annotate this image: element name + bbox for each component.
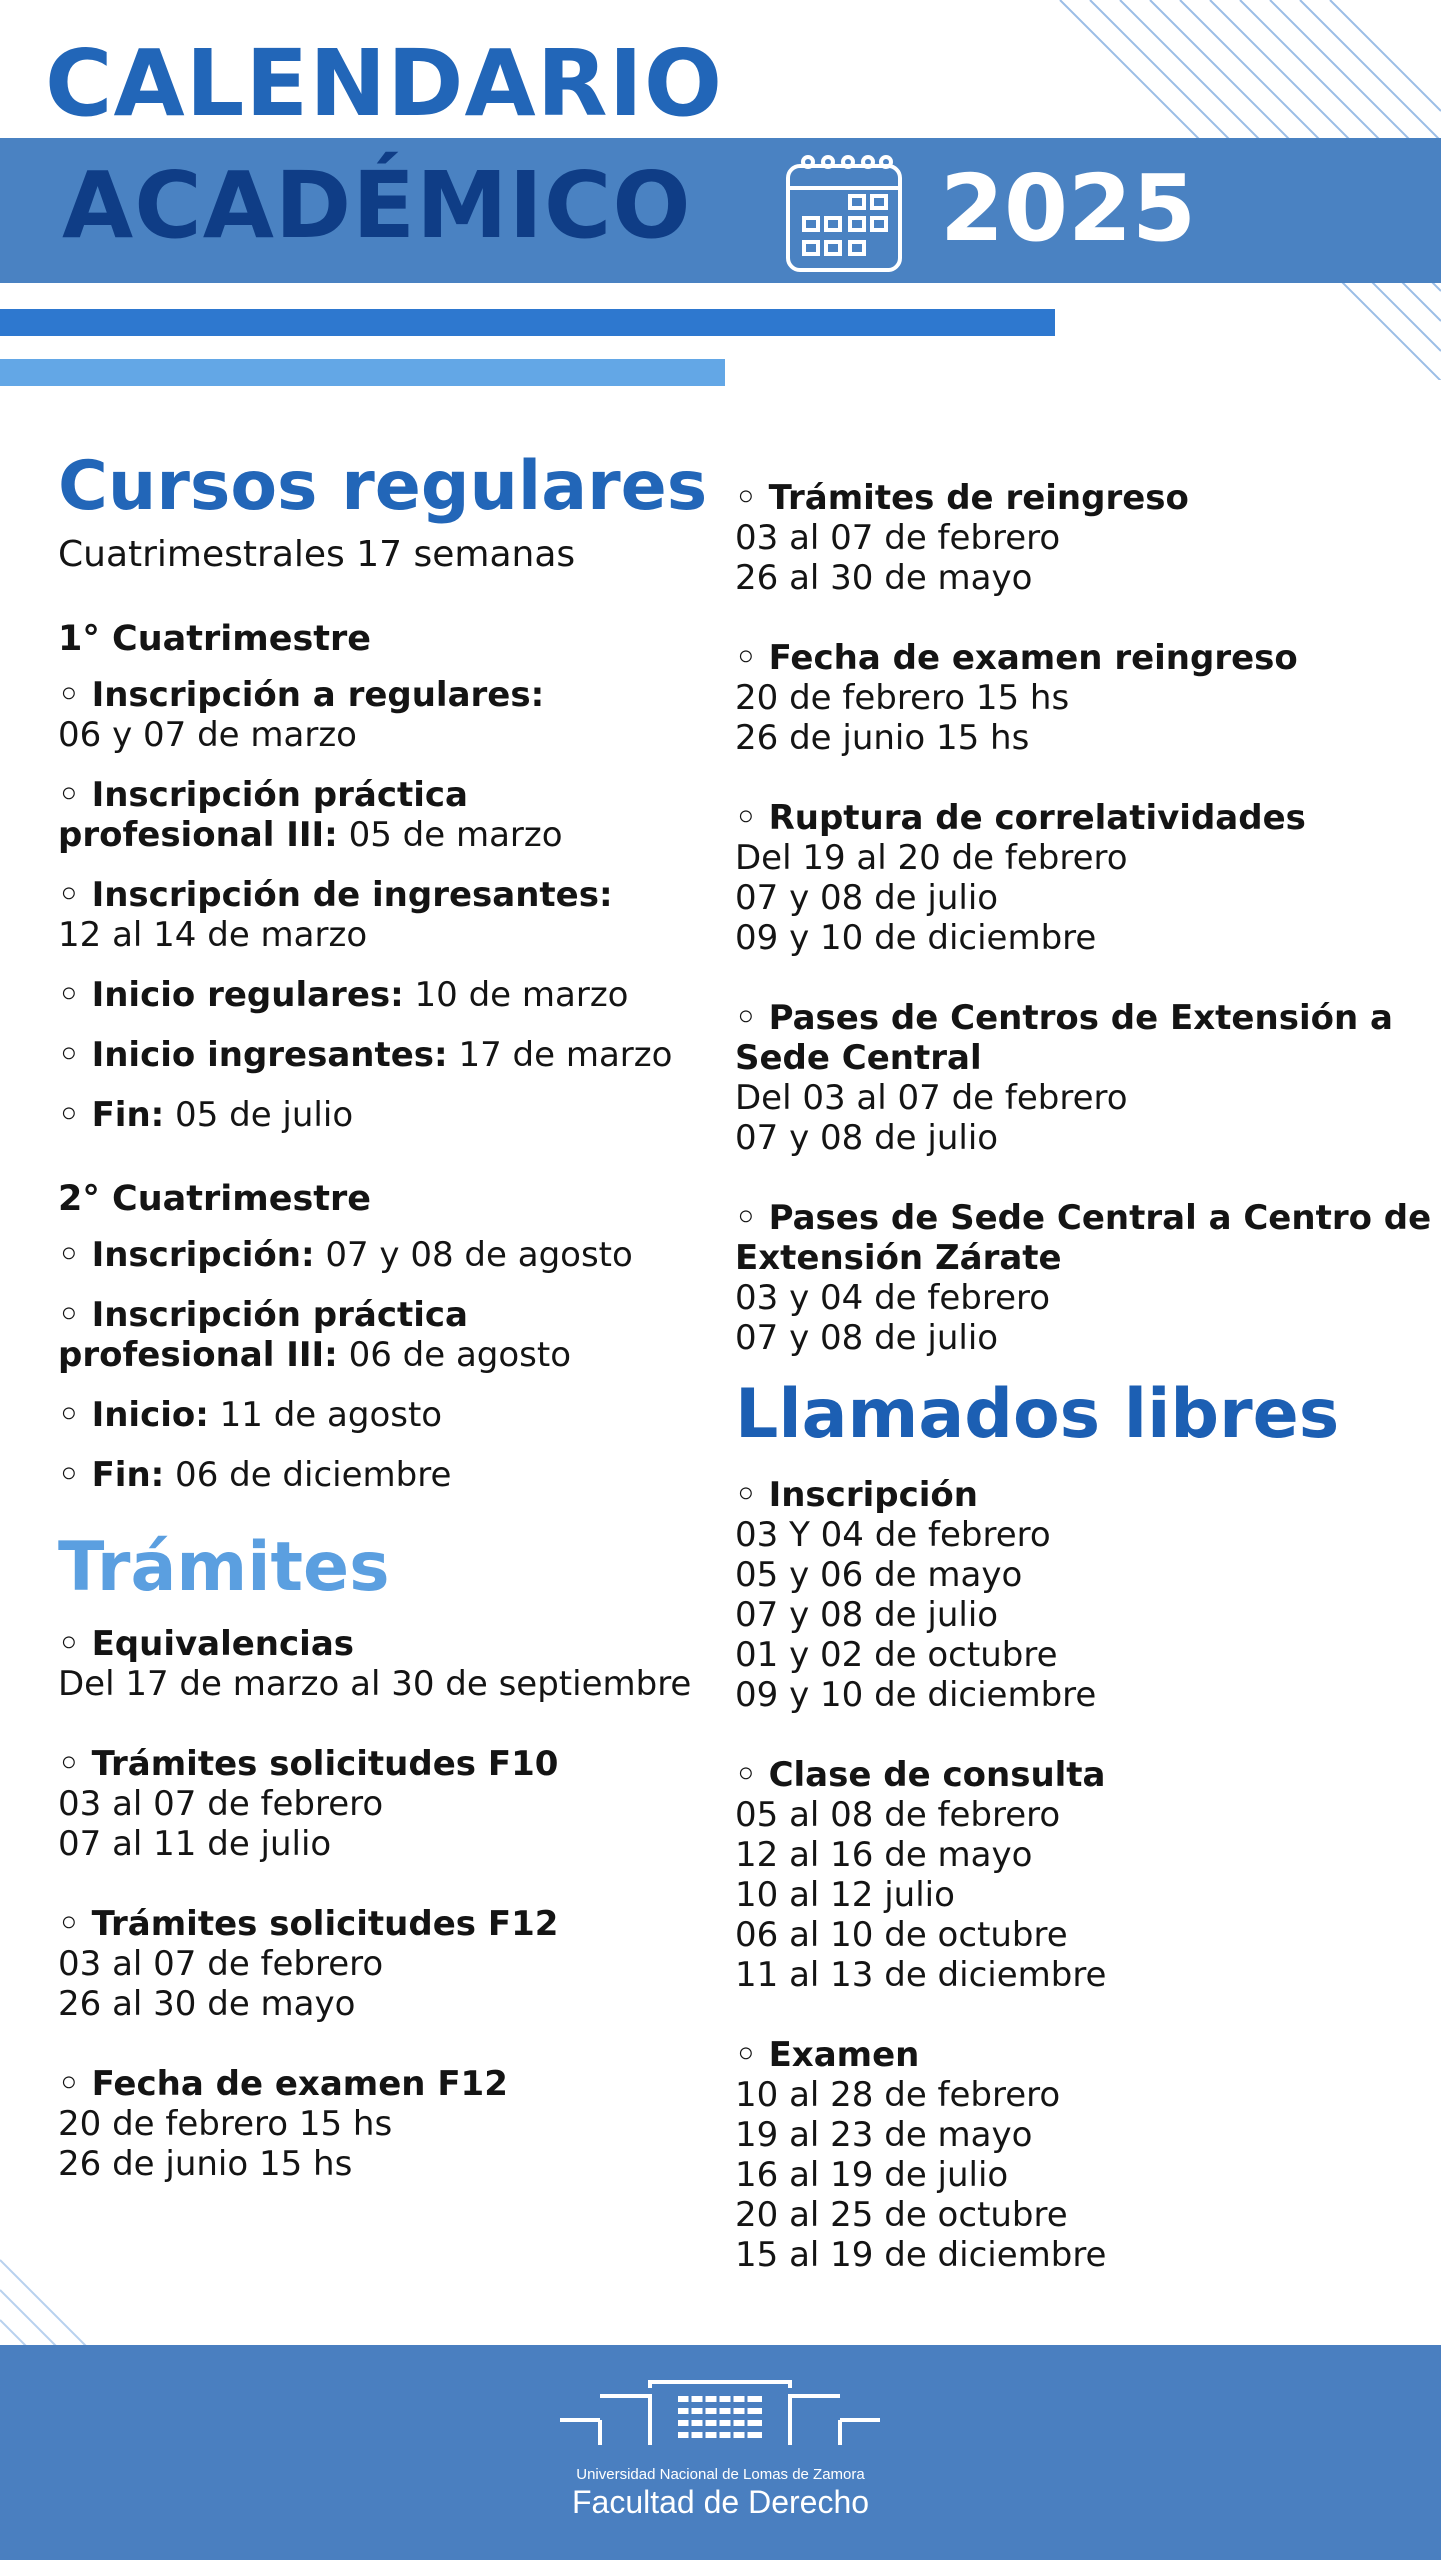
list-item: ◦ Trámites solicitudes F12 03 al 07 de febrero 26 al 30 de mayo <box>58 1903 559 2024</box>
calendar-icon <box>784 152 904 274</box>
left-column <box>58 447 718 2224</box>
list-item: ◦ Inscripción de ingresantes: 12 al 14 de marzo <box>58 874 613 955</box>
list-item: ◦ Examen 10 al 28 de febrero 19 al 23 de mayo 16 al 19 de julio 20 al 25 de octubre 15 al 19 de diciembre <box>735 2034 1107 2275</box>
list-item: ◦ Inscripción práctica profesional III: 05 de marzo <box>58 774 563 855</box>
list-item: ◦ Fecha de examen F12 20 de febrero 15 hs 26 de junio 15 hs <box>58 2063 508 2184</box>
university-name: Universidad Nacional de Lomas de Zamora <box>576 2466 865 2483</box>
title-calendario: CALENDARIO <box>45 30 724 137</box>
list-item: ◦ Inicio: 11 de agosto <box>58 1394 443 1435</box>
list-item: ◦ Fecha de examen reingreso 20 de febrero 15 hs 26 de junio 15 hs <box>735 638 1298 758</box>
sem1-heading: 1° Cuatrimestre <box>58 618 372 659</box>
footer <box>0 2345 1441 2560</box>
sem2-heading: 2° Cuatrimestre <box>58 1178 372 1219</box>
list-item: ◦ Inicio ingresantes: 17 de marzo <box>58 1034 673 1075</box>
list-item: ◦ Ruptura de correlatividades Del 19 al 20 de febrero 07 y 08 de julio 09 y 10 de diciembre <box>735 798 1306 958</box>
cursos-subtitle: Cuatrimestrales 17 semanas <box>58 533 576 575</box>
list-item: ◦ Pases de Centros de Extensión a Sede Central Del 03 al 07 de febrero 07 y 08 de julio <box>735 998 1393 1158</box>
faculty-name: Facultad de Derecho <box>571 2484 870 2520</box>
section-title-tramites: Trámites <box>58 1527 390 1607</box>
section-title-llamados: Llamados libres <box>735 1375 1340 1454</box>
list-item: ◦ Inicio regulares: 10 de marzo <box>58 974 629 1015</box>
list-item: ◦ Inscripción: 07 y 08 de agosto <box>58 1234 633 1275</box>
list-item: ◦ Fin: 06 de diciembre <box>58 1454 452 1495</box>
year: 2025 <box>940 155 1197 262</box>
list-item: ◦ Trámites solicitudes F10 03 al 07 de febrero 07 al 11 de julio <box>58 1743 559 1864</box>
building-logo-icon <box>560 2380 880 2450</box>
accent-bar-light <box>0 359 725 386</box>
list-item: ◦ Pases de Sede Central a Centro de Extensión Zárate 03 y 04 de febrero 07 y 08 de julio <box>735 1198 1432 1358</box>
list-item: ◦ Trámites de reingreso 03 al 07 de febrero 26 al 30 de mayo <box>735 478 1189 598</box>
list-item: ◦ Equivalencias Del 17 de marzo al 30 de septiembre <box>58 1623 692 1704</box>
list-item: ◦ Clase de consulta 05 al 08 de febrero 12 al 16 de mayo 10 al 12 julio 06 al 10 de octubre 11 al 13 de diciembre <box>735 1754 1107 1995</box>
right-column <box>735 478 1432 2315</box>
title-academico: ACADÉMICO <box>62 152 692 259</box>
list-item: ◦ Inscripción 03 Y 04 de febrero 05 y 06 de mayo 07 y 08 de julio 01 y 02 de octubre 09 y 10 de diciembre <box>735 1474 1097 1715</box>
accent-bar <box>0 309 1055 336</box>
list-item: ◦ Fin: 05 de julio <box>58 1094 354 1135</box>
section-title-cursos: Cursos regulares <box>58 447 708 526</box>
list-item: ◦ Inscripción práctica profesional III: 06 de agosto <box>58 1294 572 1375</box>
list-item: ◦ Inscripción a regulares: 06 y 07 de marzo <box>58 674 545 755</box>
